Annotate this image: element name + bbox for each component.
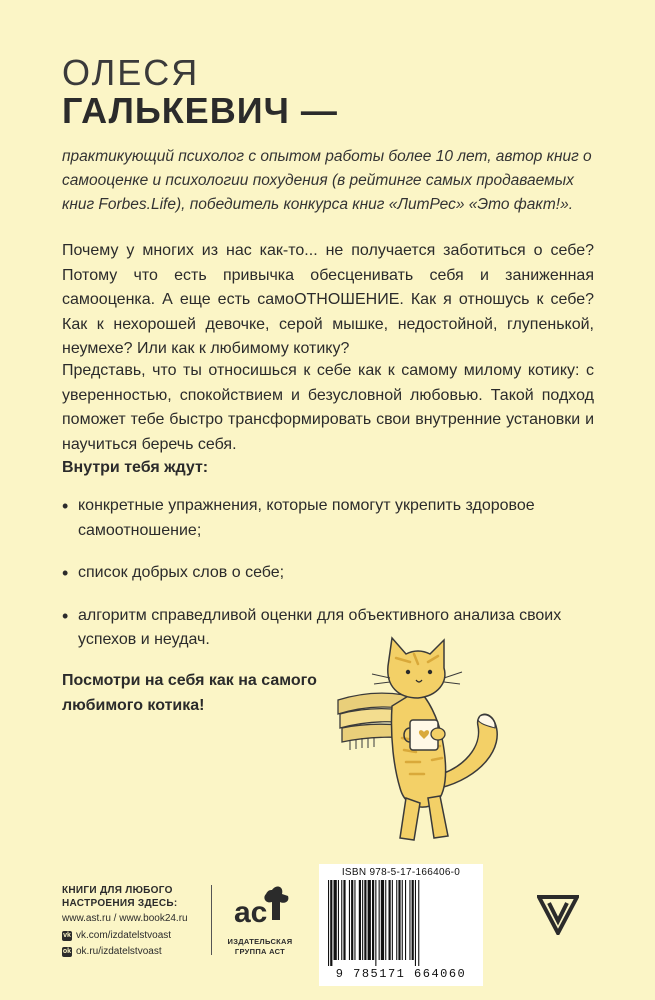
- promo-ok-link[interactable]: ok ok.ru/izdatelstvoast: [62, 946, 162, 957]
- list-item: • конкретные упражнения, которые помогут укрепить здоровое самоотношение;: [62, 494, 602, 543]
- barcode-bar: [381, 880, 384, 960]
- isbn-barcode-box: [319, 864, 483, 986]
- barcode-bar: [341, 880, 342, 960]
- author-first-name: ОЛЕСЯ: [62, 52, 200, 93]
- list-item: • алгоритм справедливой оценки для объективного анализа своих успехов и неудач.: [62, 604, 602, 653]
- barcode-bar: [385, 880, 386, 960]
- barcode-bar: [409, 880, 410, 960]
- barcode-bar: [354, 880, 355, 960]
- promo-vk-link[interactable]: vk vk.com/izdatelstvoast: [63, 930, 172, 941]
- author-last-name: ГАЛЬКЕВИЧ —: [62, 90, 338, 131]
- list-item: • список добрых слов о себе;: [62, 561, 602, 586]
- barcode-bar: [415, 880, 416, 966]
- barcode-bar: [402, 880, 403, 960]
- inside-title: Внутри тебя ждут:: [62, 459, 209, 476]
- barcode-bar: [398, 880, 400, 960]
- publisher-logo-text: ac: [234, 896, 268, 929]
- publisher-name: ИЗДАТЕЛЬСКАЯ ГРУППА АСТ: [227, 937, 293, 956]
- barcode-bar: [412, 880, 414, 960]
- ok-icon: ok: [62, 947, 72, 955]
- barcode-bar: [368, 880, 371, 960]
- publisher-logo: [232, 882, 292, 932]
- author-bio: практикующий психолог с опытом работы более 10 лет, автор книг о самооценке и психологии похудения (в рейтинге самых продаваемых книг Forbes.Life), победитель конкурса книг «ЛитРес» «Это факт!».: [62, 148, 592, 213]
- barcode-bar: [328, 880, 329, 966]
- barcode-bar: [392, 880, 393, 960]
- description-paragraph-2: Представь, что ты относишься к себе как к самому милому котику: с уверенностью, спокойствием и безусловной любовью. Такой подход поможет тебе быстро трансформировать свои внутренние установки и научиться беречь себя.: [62, 362, 594, 453]
- barcode-bar: [334, 880, 337, 960]
- barcode-bar: [362, 880, 363, 960]
- promo-websites[interactable]: www.ast.ru / www.book24.ru: [62, 913, 188, 924]
- cat-illustration: [330, 628, 510, 853]
- barcode-bar: [405, 880, 406, 960]
- barcode-bar: [359, 880, 361, 960]
- barcode-bar: [349, 880, 350, 960]
- barcode-bar: [351, 880, 353, 960]
- vk-icon: vk: [63, 931, 71, 939]
- cat-head: [388, 638, 445, 698]
- isbn-label: ISBN 978-5-17-166406-0: [341, 867, 461, 878]
- barcode-bar: [396, 880, 397, 960]
- barcode-bar: [375, 880, 376, 966]
- barcode-bar: [330, 880, 332, 966]
- barcode-bar: [379, 880, 380, 960]
- barcode-bar: [372, 880, 374, 960]
- description-paragraph-1: Почему у многих из нас как-то... не получается заботиться о себе? Потому что есть привычка обесценивать себя и заниженная самооценка. А еще есть самоОТНОШЕНИЕ. Как я отношусь к себе? Как к нехорошей девочке, серой мышке, недостойной, глупенькой, неумехе? Или как к любимому котику?: [62, 242, 594, 357]
- barcode-bar: [338, 880, 339, 960]
- v-logo-icon: [537, 893, 579, 935]
- divider: [211, 885, 212, 955]
- barcode-bar: [343, 880, 345, 960]
- promo-title: КНИГИ ДЛЯ ЛЮБОГО НАСТРОЕНИЯ ЗДЕСЬ:: [62, 885, 178, 909]
- barcode-bar: [389, 880, 391, 960]
- barcode-digits: 9 785171 664060: [335, 967, 467, 981]
- barcode: [326, 880, 476, 966]
- barcode-bar: [364, 880, 366, 960]
- closing-tagline: Посмотри на себя как на самого любимого котика!: [62, 672, 317, 714]
- barcode-bar: [418, 880, 419, 966]
